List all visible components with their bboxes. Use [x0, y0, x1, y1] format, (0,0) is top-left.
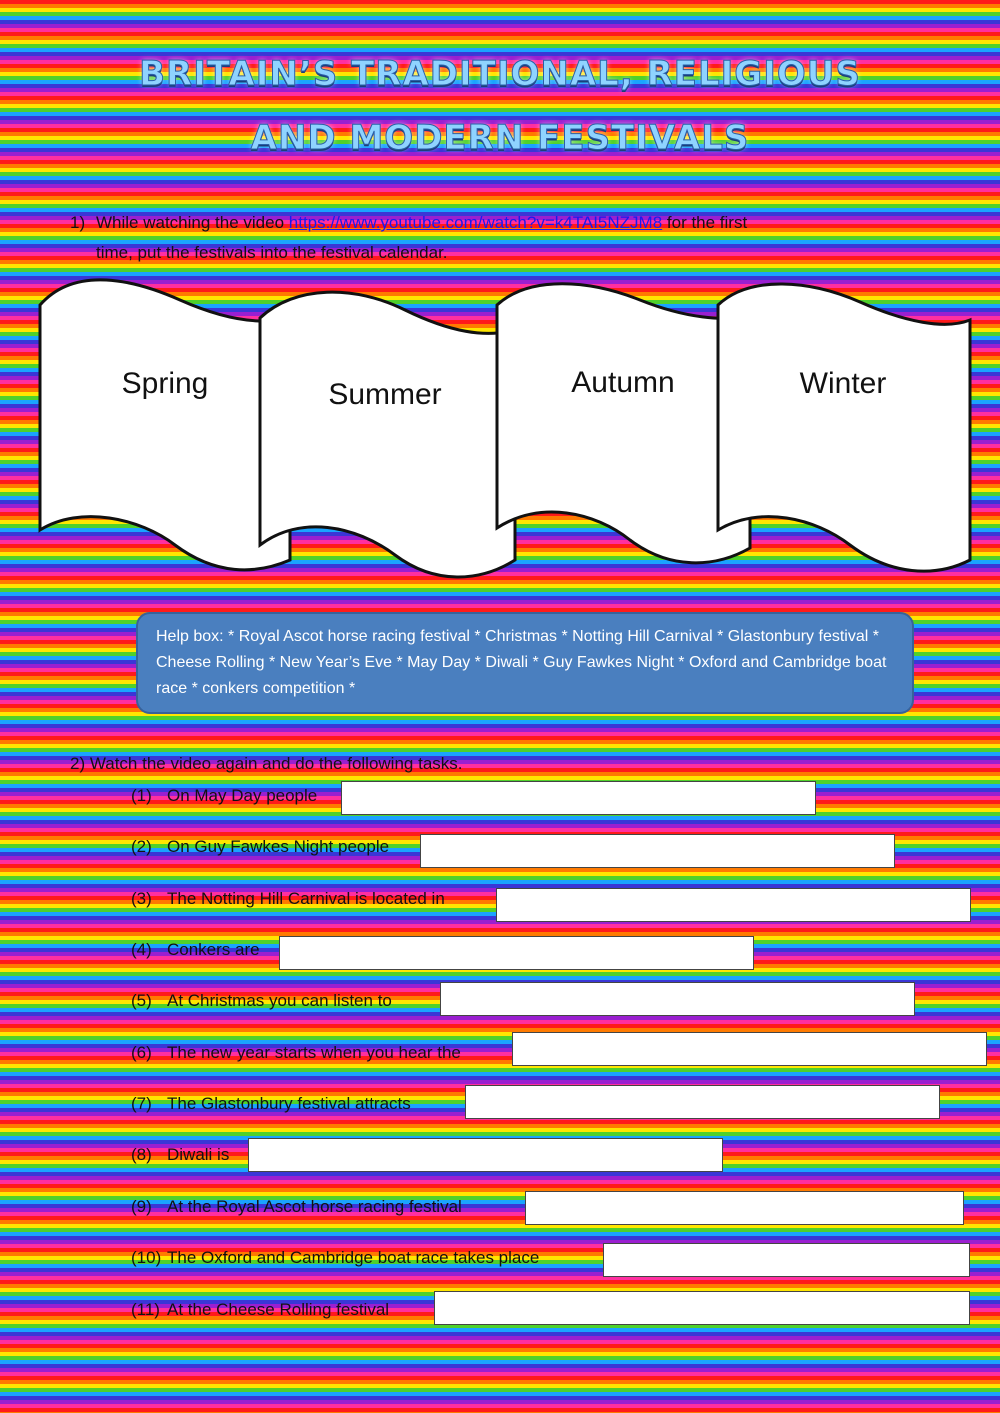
answer-field-6[interactable] — [512, 1032, 987, 1066]
page-title-line-1: BRITAIN’S TRADITIONAL, RELIGIOUS — [139, 54, 861, 94]
summer-banner[interactable] — [260, 292, 515, 577]
answer-field-8[interactable] — [248, 1138, 723, 1172]
answer-field-3[interactable] — [496, 888, 971, 922]
task-item: (3) The Notting Hill Carnival is located in — [131, 889, 445, 908]
answer-field-5[interactable] — [440, 982, 915, 1016]
season-summer: Summer — [328, 378, 442, 411]
spring-banner[interactable] — [40, 280, 290, 570]
task-item: (6) The new year starts when you hear the — [131, 1043, 461, 1062]
task-item: (5) At Christmas you can listen to — [131, 991, 392, 1010]
task-1-text-before: While watching the video — [96, 213, 285, 232]
festival-calendar — [0, 0, 1000, 600]
task-item: (2) On Guy Fawkes Night people — [131, 837, 390, 856]
task-1-number: 1) — [70, 213, 86, 232]
task-item: (9) At the Royal Ascot horse racing festival — [131, 1197, 462, 1216]
task-item: (8) Diwali is — [131, 1145, 230, 1164]
season-spring: Spring — [121, 367, 209, 400]
help-box-text: Help box: * Royal Ascot horse racing festival * Christmas * Notting Hill Carnival * Glastonbury festival * Cheese Rolling * New Year’s Eve * May Day * Diwali * Guy Fawkes Night * Oxford and Cambridge boat race * conkers competition * — [156, 628, 887, 697]
task-2-heading: 2) Watch the video again and do the following tasks. — [70, 754, 463, 773]
autumn-banner[interactable] — [497, 284, 750, 563]
answer-field-11[interactable] — [434, 1291, 970, 1325]
page-title-line-2: AND MODERN FESTIVALS — [250, 118, 750, 158]
answer-field-7[interactable] — [465, 1085, 940, 1119]
season-autumn: Autumn — [571, 366, 675, 399]
season-winter: Winter — [799, 367, 887, 400]
task-1-text-after: for the first — [666, 213, 748, 232]
task-item: (1) On May Day people — [131, 786, 318, 805]
winter-banner[interactable] — [718, 284, 970, 571]
task-item: (4) Conkers are — [131, 940, 260, 959]
task-item: (10) The Oxford and Cambridge boat race takes place — [131, 1248, 540, 1267]
task-1-text-line-2: time, put the festivals into the festival calendar. — [96, 243, 448, 262]
answer-field-4[interactable] — [279, 936, 754, 970]
task-item: (7) The Glastonbury festival attracts — [131, 1094, 411, 1113]
answer-field-2[interactable] — [420, 834, 895, 868]
help-box — [136, 612, 914, 714]
answer-field-9[interactable] — [525, 1191, 964, 1225]
video-link[interactable]: https://www.youtube.com/watch?v=k4TAI5NZJM8 — [288, 213, 663, 232]
answer-field-10[interactable] — [603, 1243, 970, 1277]
task-item: (11) At the Cheese Rolling festival — [131, 1300, 390, 1319]
answer-field-1[interactable] — [341, 781, 816, 815]
